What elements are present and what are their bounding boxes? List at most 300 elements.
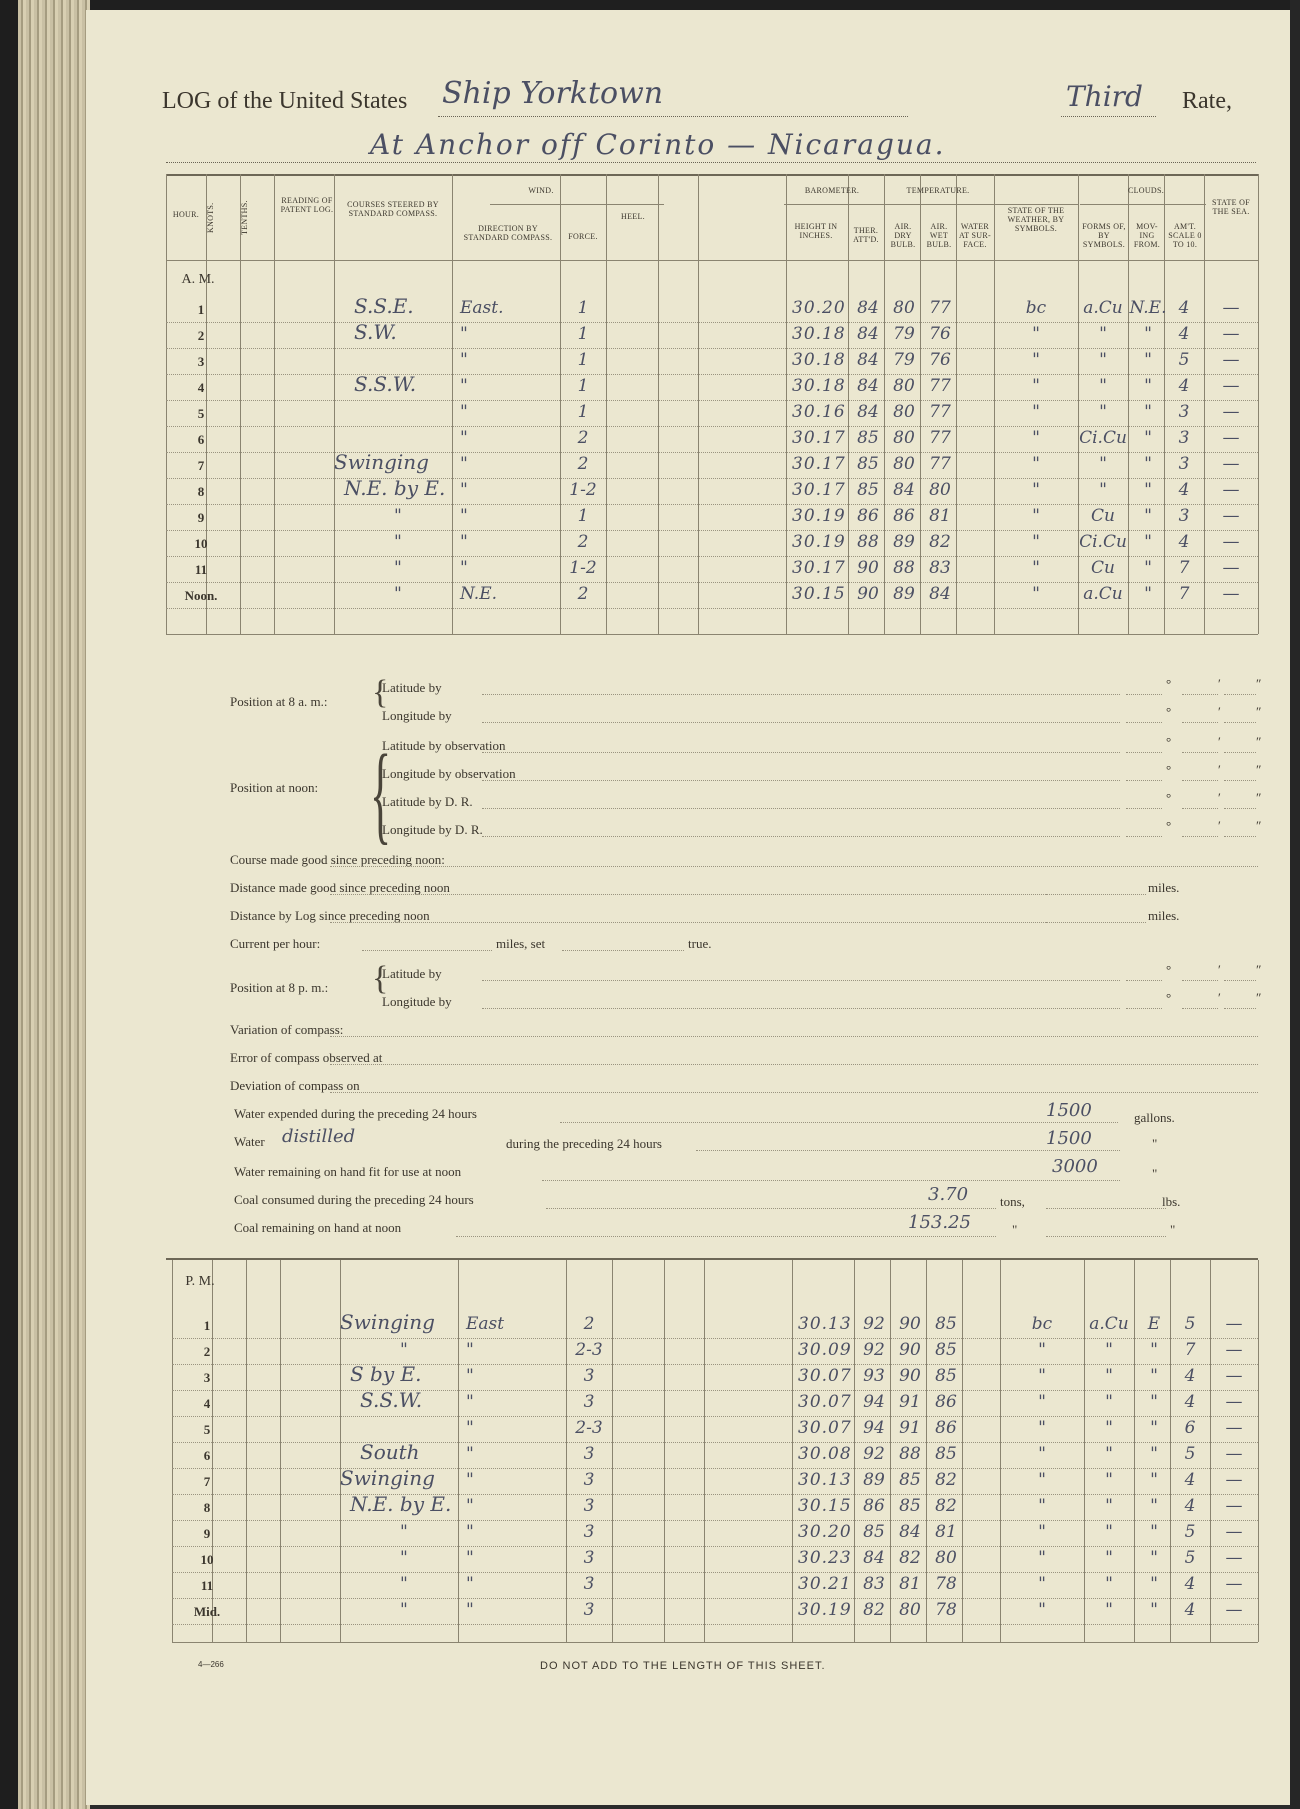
am-moving-cell: ": [1144, 558, 1152, 578]
am-hour-label: 10: [194, 536, 208, 551]
am-weather-cell: ": [1032, 584, 1040, 604]
pm-amount-cell: 6: [1184, 1418, 1196, 1438]
am-wind-dir-cell: East.: [460, 298, 504, 318]
am-weather-cell: ": [1032, 350, 1040, 370]
pm-ther-cell: 83: [863, 1574, 885, 1594]
pos-noon-label: Position at noon:: [230, 780, 319, 795]
pos-noon-lon-obs-deg-mark: °: [1166, 762, 1172, 777]
pm-course-cell: ": [400, 1548, 408, 1568]
pm-weather-cell: ": [1038, 1548, 1046, 1568]
pos-8pm-lat-deg-blank: [1126, 980, 1162, 981]
pm-wind-dir-cell: ": [466, 1470, 474, 1490]
am-hour-label: 3: [197, 354, 205, 369]
pm-forms-cell: ": [1105, 1392, 1113, 1412]
am-force-cell: 2: [577, 532, 589, 552]
pm-wind-dir-cell: ": [466, 1444, 474, 1464]
pm-sea-cell: —: [1225, 1418, 1243, 1438]
col-temp-dry: AIR. DRY BULB.: [890, 222, 916, 249]
am-course-cell: N.E. by E.: [344, 476, 446, 500]
pm-weather-cell: ": [1038, 1392, 1046, 1412]
pm-ther-cell: 94: [863, 1418, 885, 1438]
pm-wet-cell: 85: [935, 1314, 957, 1334]
pm-course-cell: S.S.W.: [360, 1388, 423, 1412]
am-height-cell: 30.18: [792, 376, 846, 396]
scan-right-border: [1290, 0, 1300, 1809]
am-force-cell: 1-2: [569, 558, 597, 578]
am-course-cell: ": [394, 584, 402, 604]
pos-noon-lon-obs-label: Longitude by observation: [382, 766, 516, 781]
ship-name-underline: [438, 116, 908, 117]
am-dry-cell: 79: [893, 324, 915, 344]
pos-8am-lat-deg-blank: [1126, 694, 1162, 695]
col-clouds: CLOUDS.: [1127, 186, 1165, 195]
pos-noon-lon-obs-min-blank: [1182, 780, 1218, 781]
am-force-cell: 2: [577, 584, 589, 604]
am-height-cell: 30.18: [792, 350, 846, 370]
pm-moving-cell: ": [1150, 1366, 1158, 1386]
am-dry-cell: 80: [893, 376, 915, 396]
pm-vline: [612, 1260, 613, 1642]
pos-8pm-lon-leader: [482, 1008, 1120, 1009]
pm-ther-cell: 92: [863, 1340, 885, 1360]
pos-noon-lat-obs-leader: [482, 752, 1120, 753]
pm-moving-cell: ": [1150, 1444, 1158, 1464]
am-wind-dir-cell: ": [460, 558, 468, 578]
am-force-cell: 2: [577, 428, 589, 448]
am-amount-cell: 4: [1178, 532, 1190, 552]
pos-noon-lat-dr-label: Latitude by D. R.: [382, 794, 473, 809]
pm-wet-cell: 85: [935, 1340, 957, 1360]
col-heel: HEEL.: [621, 212, 645, 221]
pm-wind-dir-cell: ": [466, 1392, 474, 1412]
pm-course-cell: Swinging: [340, 1310, 435, 1334]
distance-good-leader: [330, 894, 1116, 895]
am-moving-cell: ": [1144, 402, 1152, 422]
pos-8am-lat-deg-mark: °: [1166, 676, 1172, 691]
am-row-line: [166, 530, 1258, 531]
pm-amount-cell: 4: [1184, 1470, 1196, 1490]
pm-row-line: [172, 1442, 1258, 1443]
am-amount-cell: 4: [1178, 298, 1190, 318]
pm-weather-cell: ": [1038, 1418, 1046, 1438]
pm-weather-cell: bc: [1031, 1314, 1053, 1334]
am-wind-dir-cell: ": [460, 350, 468, 370]
pm-forms-cell: ": [1105, 1470, 1113, 1490]
am-wet-cell: 77: [929, 428, 951, 448]
pos-noon-lat-dr-leader: [482, 808, 1120, 809]
pm-force-cell: 3: [583, 1366, 595, 1386]
water-distilled-value: distilled: [282, 1126, 356, 1147]
pm-weather-cell: ": [1038, 1600, 1046, 1620]
pm-wet-cell: 78: [935, 1574, 957, 1594]
pm-ther-cell: 94: [863, 1392, 885, 1412]
am-sea-cell: —: [1222, 376, 1240, 396]
am-amount-cell: 4: [1178, 480, 1190, 500]
am-vline: [274, 174, 275, 634]
am-sea-cell: —: [1222, 428, 1240, 448]
pm-force-cell: 3: [583, 1574, 595, 1594]
pm-sea-cell: —: [1225, 1340, 1243, 1360]
pm-label: P. M.: [185, 1274, 215, 1289]
pos-8pm-lat-sec-mark: ″: [1256, 962, 1262, 977]
pm-moving-cell: ": [1150, 1522, 1158, 1542]
pm-row-line: [172, 1624, 1258, 1625]
pm-amount-cell: 5: [1184, 1522, 1196, 1542]
am-amount-cell: 7: [1178, 584, 1190, 604]
am-wet-cell: 76: [929, 324, 951, 344]
pos-8pm-lon-label: Longitude by: [382, 994, 452, 1009]
pm-wet-cell: 85: [935, 1444, 957, 1464]
pm-force-cell: 3: [583, 1548, 595, 1568]
pos-8pm-lon-sec-mark: ″: [1256, 990, 1262, 1005]
coal-remaining-value: 153.25: [908, 1212, 971, 1233]
am-moving-cell: ": [1144, 324, 1152, 344]
am-forms-cell: ": [1099, 350, 1107, 370]
am-forms-cell: Cu: [1091, 558, 1115, 578]
am-ther-cell: 84: [857, 350, 879, 370]
pos-noon-lat-dr-sec-blank: [1224, 808, 1256, 809]
col-temperature: TEMPERATURE.: [906, 186, 970, 195]
pm-height-cell: 30.07: [798, 1392, 852, 1412]
pm-force-cell: 3: [583, 1470, 595, 1490]
am-wet-cell: 81: [929, 506, 951, 526]
pm-height-cell: 30.07: [798, 1366, 852, 1386]
pm-force-cell: 3: [583, 1444, 595, 1464]
water-remaining-label: Water remaining on hand fit for use at noon: [234, 1164, 462, 1179]
am-weather-cell: ": [1032, 480, 1040, 500]
distance-log-blank: [1046, 922, 1146, 923]
am-wet-cell: 77: [929, 376, 951, 396]
pm-moving-cell: ": [1150, 1574, 1158, 1594]
pos-noon-lon-dr-deg-mark: °: [1166, 818, 1172, 833]
am-vline: [334, 174, 335, 634]
am-ther-cell: 85: [857, 454, 879, 474]
pm-forms-cell: ": [1105, 1522, 1113, 1542]
pm-hour-label: 6: [203, 1448, 211, 1463]
form-number: 4—266: [198, 1660, 224, 1669]
pm-wind-dir-cell: ": [466, 1574, 474, 1594]
am-amount-cell: 4: [1178, 324, 1190, 344]
brace-8pm: {: [372, 960, 389, 997]
pos-noon-lat-obs-min-mark: ′: [1218, 734, 1221, 749]
rate-value: Third: [1066, 80, 1143, 113]
current-true: true.: [688, 936, 712, 951]
am-row-line: [166, 348, 1258, 349]
am-ther-cell: 84: [857, 376, 879, 396]
am-force-cell: 1: [577, 350, 589, 370]
pm-row-line: [172, 1598, 1258, 1599]
pos-8pm-lon-min-blank: [1182, 1008, 1218, 1009]
pos-noon-lon-dr-sec-blank: [1224, 836, 1256, 837]
location: At Anchor off Corinto — Nicaragua.: [370, 128, 946, 161]
pos-8pm-lon-deg-mark: °: [1166, 990, 1172, 1005]
am-height-cell: 30.17: [792, 454, 846, 474]
am-wind-dir-cell: ": [460, 376, 468, 396]
current-set-blank: [562, 950, 684, 951]
pos-noon-lat-dr-min-mark: ′: [1218, 790, 1221, 805]
pos-noon-lon-dr-deg-blank: [1126, 836, 1162, 837]
pm-sea-cell: —: [1225, 1574, 1243, 1594]
pm-wet-cell: 78: [935, 1600, 957, 1620]
pos-noon-lat-obs-sec-mark: ″: [1256, 734, 1262, 749]
am-wind-dir-cell: ": [460, 402, 468, 422]
pm-hour-label: 9: [203, 1526, 211, 1541]
pm-amount-cell: 5: [1184, 1314, 1196, 1334]
brace-8am: {: [372, 674, 389, 711]
coal-remaining-leader: [456, 1236, 996, 1237]
am-dry-cell: 80: [893, 402, 915, 422]
am-force-cell: 1: [577, 298, 589, 318]
am-vline: [786, 174, 787, 634]
am-sea-cell: —: [1222, 324, 1240, 344]
distance-log-label: Distance by Log since preceding noon: [230, 908, 430, 923]
am-hour-label: 2: [197, 328, 205, 343]
distance-good-blank: [1046, 894, 1146, 895]
am-hour-label: 8: [197, 484, 205, 499]
pm-wet-cell: 86: [935, 1392, 957, 1412]
water-remaining-ditto: ": [1152, 1166, 1158, 1181]
pm-force-cell: 3: [583, 1522, 595, 1542]
am-dry-cell: 80: [893, 298, 915, 318]
am-hour-label: 5: [197, 406, 205, 421]
pm-sea-cell: —: [1225, 1470, 1243, 1490]
col-baro-height: HEIGHT IN INCHES.: [794, 222, 838, 240]
pm-dry-cell: 81: [899, 1574, 921, 1594]
pm-amount-cell: 4: [1184, 1496, 1196, 1516]
pm-dry-cell: 90: [899, 1314, 921, 1334]
pos-8am-lon-label: Longitude by: [382, 708, 452, 723]
pos-8pm-lat-leader: [482, 980, 1120, 981]
am-moving-cell: ": [1144, 532, 1152, 552]
am-moving-cell: ": [1144, 584, 1152, 604]
pm-ther-cell: 82: [863, 1600, 885, 1620]
am-wet-cell: 82: [929, 532, 951, 552]
coal-remaining-ditto: ": [1012, 1222, 1018, 1237]
pm-hour-label: 1: [203, 1318, 211, 1333]
am-vline: [606, 174, 607, 634]
table-top-border: [166, 174, 1258, 176]
am-force-cell: 1: [577, 506, 589, 526]
pm-vline: [1258, 1260, 1259, 1642]
am-vline: [658, 174, 659, 634]
pm-forms-cell: ": [1105, 1444, 1113, 1464]
col-temp-wet: AIR. WET BULB.: [926, 222, 952, 249]
am-amount-cell: 3: [1178, 506, 1190, 526]
am-course-cell: S.W.: [354, 320, 397, 344]
pm-row-line: [172, 1494, 1258, 1495]
am-amount-cell: 5: [1178, 350, 1190, 370]
am-forms-cell: a.Cu: [1083, 298, 1123, 318]
pm-hour-label: 11: [200, 1578, 214, 1593]
pos-8am-lon-deg-blank: [1126, 722, 1162, 723]
am-weather-cell: ": [1032, 428, 1040, 448]
pm-dry-cell: 91: [899, 1392, 921, 1412]
pm-height-cell: 30.13: [798, 1470, 852, 1490]
am-forms-cell: Cu: [1091, 506, 1115, 526]
am-sea-cell: —: [1222, 402, 1240, 422]
pm-moving-cell: ": [1150, 1392, 1158, 1412]
am-wet-cell: 84: [929, 584, 951, 604]
am-force-cell: 2: [577, 454, 589, 474]
pm-height-cell: 30.20: [798, 1522, 852, 1542]
pm-forms-cell: ": [1105, 1496, 1113, 1516]
am-dry-cell: 84: [893, 480, 915, 500]
course-good-leader: [330, 866, 1258, 867]
footer-notice: DO NOT ADD TO THE LENGTH OF THIS SHEET.: [540, 1660, 826, 1672]
am-row-line: [166, 322, 1258, 323]
am-ther-cell: 86: [857, 506, 879, 526]
am-wind-dir-cell: N.E.: [460, 584, 498, 604]
am-sea-cell: —: [1222, 298, 1240, 318]
pos-noon-lon-obs-sec-mark: ″: [1256, 762, 1262, 777]
am-dry-cell: 88: [893, 558, 915, 578]
baro-temp-subheader-line: [784, 204, 1078, 205]
col-cloud-forms: FORMS OF, BY SYMBOLS.: [1082, 222, 1126, 249]
pm-course-cell: ": [400, 1340, 408, 1360]
pos-8am-lat-sec-blank: [1224, 694, 1256, 695]
pm-ther-cell: 86: [863, 1496, 885, 1516]
pm-weather-cell: ": [1038, 1444, 1046, 1464]
am-moving-cell: N.E.: [1129, 298, 1167, 318]
pm-moving-cell: ": [1150, 1600, 1158, 1620]
pm-height-cell: 30.21: [798, 1574, 852, 1594]
coal-consumed-label: Coal consumed during the preceding 24 hours: [234, 1192, 474, 1207]
pm-course-cell: ": [400, 1574, 408, 1594]
am-height-cell: 30.18: [792, 324, 846, 344]
pm-hour-label: 3: [203, 1370, 211, 1385]
am-vline: [1258, 174, 1259, 634]
am-weather-cell: bc: [1025, 298, 1047, 318]
am-dry-cell: 79: [893, 350, 915, 370]
am-moving-cell: ": [1144, 376, 1152, 396]
pm-dry-cell: 91: [899, 1418, 921, 1438]
am-wind-dir-cell: ": [460, 428, 468, 448]
pm-wet-cell: 82: [935, 1470, 957, 1490]
coal-remaining-ditto-2: ": [1170, 1222, 1176, 1237]
am-course-cell: ": [394, 506, 402, 526]
am-moving-cell: ": [1144, 454, 1152, 474]
am-row-line: [166, 582, 1258, 583]
pm-wind-dir-cell: ": [466, 1600, 474, 1620]
am-wind-dir-cell: ": [460, 532, 468, 552]
am-vline: [240, 174, 241, 634]
pm-weather-cell: ": [1038, 1496, 1046, 1516]
am-row-line: [166, 452, 1258, 453]
pos-8am-lat-min-blank: [1182, 694, 1218, 695]
pm-moving-cell: ": [1150, 1470, 1158, 1490]
am-height-cell: 30.20: [792, 298, 846, 318]
pos-8pm-lat-label: Latitude by: [382, 966, 442, 981]
pm-vline: [792, 1260, 793, 1642]
pos-8am-lat-label: Latitude by: [382, 680, 442, 695]
water-distilled-label: during the preceding 24 hours: [506, 1136, 662, 1151]
am-dry-cell: 80: [893, 428, 915, 448]
pos-8am-lon-min-mark: ′: [1218, 704, 1221, 719]
am-hour-label: 7: [197, 458, 205, 473]
pm-hour-label: 4: [203, 1396, 211, 1411]
am-row-line: [166, 426, 1258, 427]
rate-underline: [1061, 116, 1156, 117]
pm-amount-cell: 4: [1184, 1392, 1196, 1412]
pm-row-line: [172, 1364, 1258, 1365]
error-label: Error of compass observed at: [230, 1050, 383, 1065]
rate-label: Rate,: [1182, 88, 1232, 114]
am-wind-dir-cell: ": [460, 506, 468, 526]
am-sea-cell: —: [1222, 506, 1240, 526]
pm-sea-cell: —: [1225, 1600, 1243, 1620]
pm-force-cell: 3: [583, 1600, 595, 1620]
pm-force-cell: 2-3: [575, 1340, 603, 1360]
pm-weather-cell: ": [1038, 1574, 1046, 1594]
pm-wind-dir-cell: East: [466, 1314, 505, 1334]
pos-noon-lat-dr-sec-mark: ″: [1256, 790, 1262, 805]
pm-forms-cell: ": [1105, 1574, 1113, 1594]
pm-sea-cell: —: [1225, 1444, 1243, 1464]
am-forms-cell: ": [1099, 480, 1107, 500]
pm-height-cell: 30.09: [798, 1340, 852, 1360]
am-amount-cell: 7: [1178, 558, 1190, 578]
log-title-label: LOG of the United States: [162, 88, 408, 114]
pm-height-cell: 30.07: [798, 1418, 852, 1438]
pm-amount-cell: 4: [1184, 1366, 1196, 1386]
am-wind-dir-cell: ": [460, 324, 468, 344]
pm-bottom-line: [172, 1642, 1258, 1643]
pos-noon-lon-dr-leader: [482, 836, 1120, 837]
col-temp-water: WATER AT SUR-FACE.: [959, 222, 991, 249]
am-ther-cell: 84: [857, 402, 879, 422]
pm-hour-label: 8: [203, 1500, 211, 1515]
am-sea-cell: —: [1222, 532, 1240, 552]
pm-row-line: [172, 1338, 1258, 1339]
deviation-leader: [330, 1092, 1258, 1093]
water-label: Water: [234, 1134, 265, 1149]
am-wind-dir-cell: ": [460, 454, 468, 474]
am-row-line: [166, 608, 1258, 609]
am-force-cell: 1-2: [569, 480, 597, 500]
pm-forms-cell: ": [1105, 1600, 1113, 1620]
am-forms-cell: ": [1099, 402, 1107, 422]
pm-wet-cell: 80: [935, 1548, 957, 1568]
pm-amount-cell: 7: [1184, 1340, 1196, 1360]
lbs-label: lbs.: [1162, 1194, 1181, 1209]
pm-sea-cell: —: [1225, 1366, 1243, 1386]
am-ther-cell: 85: [857, 428, 879, 448]
am-dry-cell: 80: [893, 454, 915, 474]
am-weather-cell: ": [1032, 324, 1040, 344]
pm-force-cell: 2-3: [575, 1418, 603, 1438]
col-wind: WIND.: [528, 186, 554, 195]
pm-row-line: [172, 1572, 1258, 1573]
gallons-label: gallons.: [1134, 1110, 1175, 1125]
pm-course-cell: ": [400, 1522, 408, 1542]
am-sea-cell: —: [1222, 480, 1240, 500]
pm-course-cell: S by E.: [350, 1362, 422, 1386]
am-amount-cell: 3: [1178, 454, 1190, 474]
pos-8am-lon-sec-blank: [1224, 722, 1256, 723]
am-dry-cell: 89: [893, 532, 915, 552]
col-baro-ther: THER. ATT'D.: [853, 226, 879, 244]
am-weather-cell: ": [1032, 376, 1040, 396]
col-patent-log: READING OF PATENT LOG.: [280, 196, 334, 214]
pm-moving-cell: ": [1150, 1496, 1158, 1516]
variation-leader: [330, 1036, 1258, 1037]
am-sea-cell: —: [1222, 454, 1240, 474]
am-forms-cell: Ci.Cu: [1079, 428, 1127, 448]
col-cloud-moving: MOV-ING FROM.: [1133, 222, 1161, 249]
pm-forms-cell: a.Cu: [1089, 1314, 1129, 1334]
am-force-cell: 1: [577, 376, 589, 396]
pm-dry-cell: 88: [899, 1444, 921, 1464]
